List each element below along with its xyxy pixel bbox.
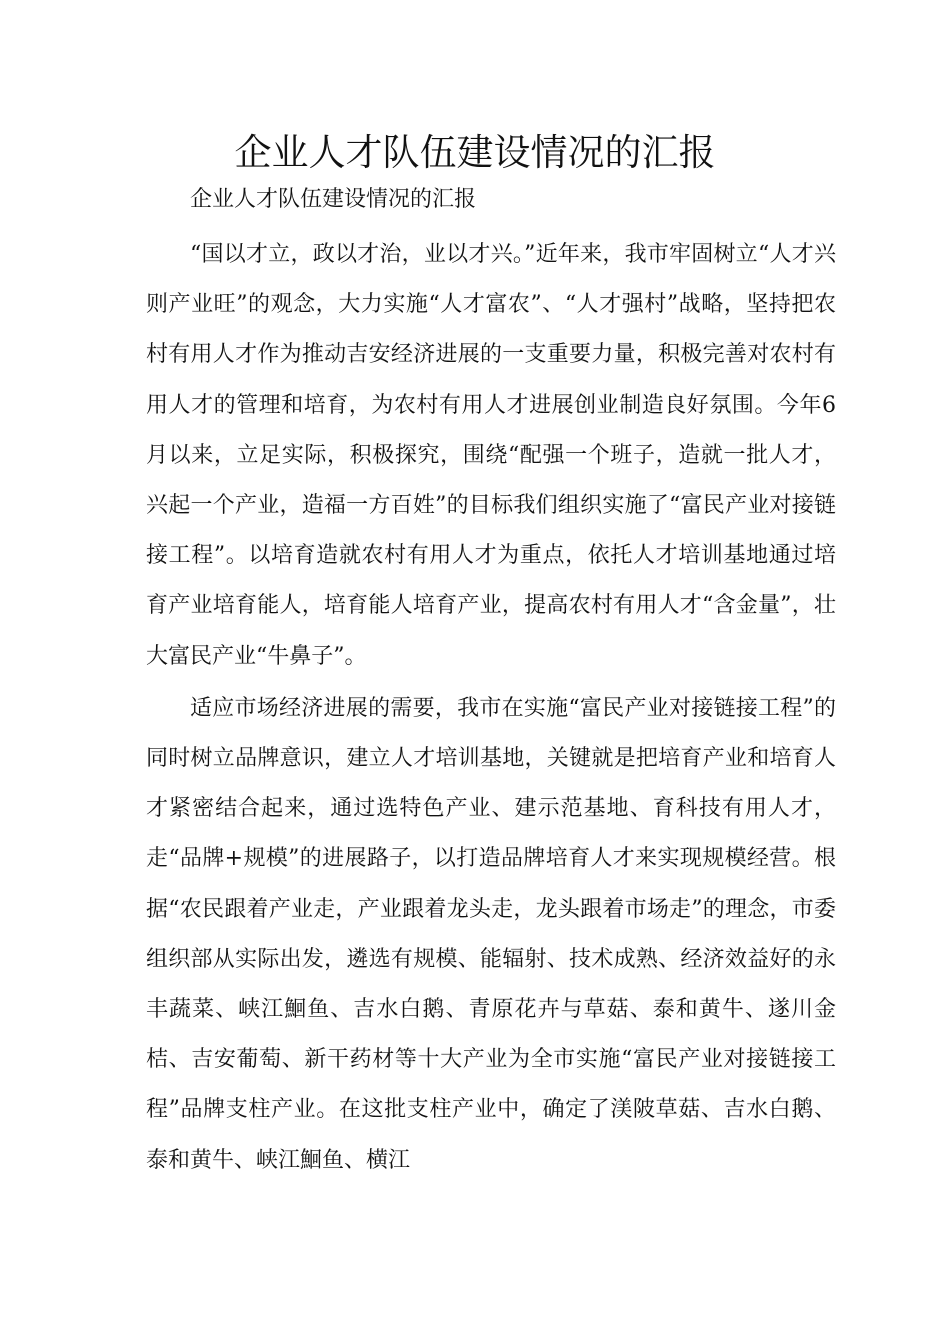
document-body bbox=[146, 180, 836, 1186]
document-subtitle: 企业人才队伍建设情况的汇报 bbox=[190, 187, 477, 212]
paragraph-2: 适应市场经济进展的需要，我市在实施“富民产业对接链接工程”的同时树立品牌意识，建立人才培训基地，关键就是把培育产业和培育人才紧密结合起来，通过选特色产业、建示范基地、育科技有用人才，走“品牌+规模”的进展路子，以打造品牌培育人才来实现规模经营。根据“农民跟着产业走，产业跟着龙头走，龙头跟着市场走”的理念，市委组织部从实际出发，遴选有规模、能辐射、技术成熟、经济效益好的永丰蔬菜、峡江鮰鱼、吉水白鹅、青原花卉与草菇、泰和黄牛、遂川金桔、吉安葡萄、新干药材等十大产业为全市实施“富民产业对接链接工程”品牌支柱产业。在这批支柱产业中，确定了渼陂草菇、吉水白鹅、泰和黄牛、峡江鮰鱼、横江 bbox=[146, 695, 836, 1173]
document-title: 企业人才队伍建设情况的汇报 bbox=[234, 131, 716, 174]
paragraph-1: “国以才立，政以才治，业以才兴。”近年来，我市牢固树立“人才兴则产业旺”的观念，大力实施“人才富农”、“人才强村”战略，坚持把农村有用人才作为推动吉安经济进展的一支重要力量，积极完善对农村有用人才的管理和培育，为农村有用人才进展创业制造良好氛围。今年6月以来，立足实际，积极探究，围绕“配强一个班子，造就一批人才，兴起一个产业，造福一方百姓”的目标我们组织实施了“富民产业对接链接工程”。以培育造就农村有用人才为重点，依托人才培训基地通过培育产业培育能人，培育能人培育产业，提高农村有用人才“含金量”，壮大富民产业“牛鼻子”。 bbox=[146, 242, 836, 669]
